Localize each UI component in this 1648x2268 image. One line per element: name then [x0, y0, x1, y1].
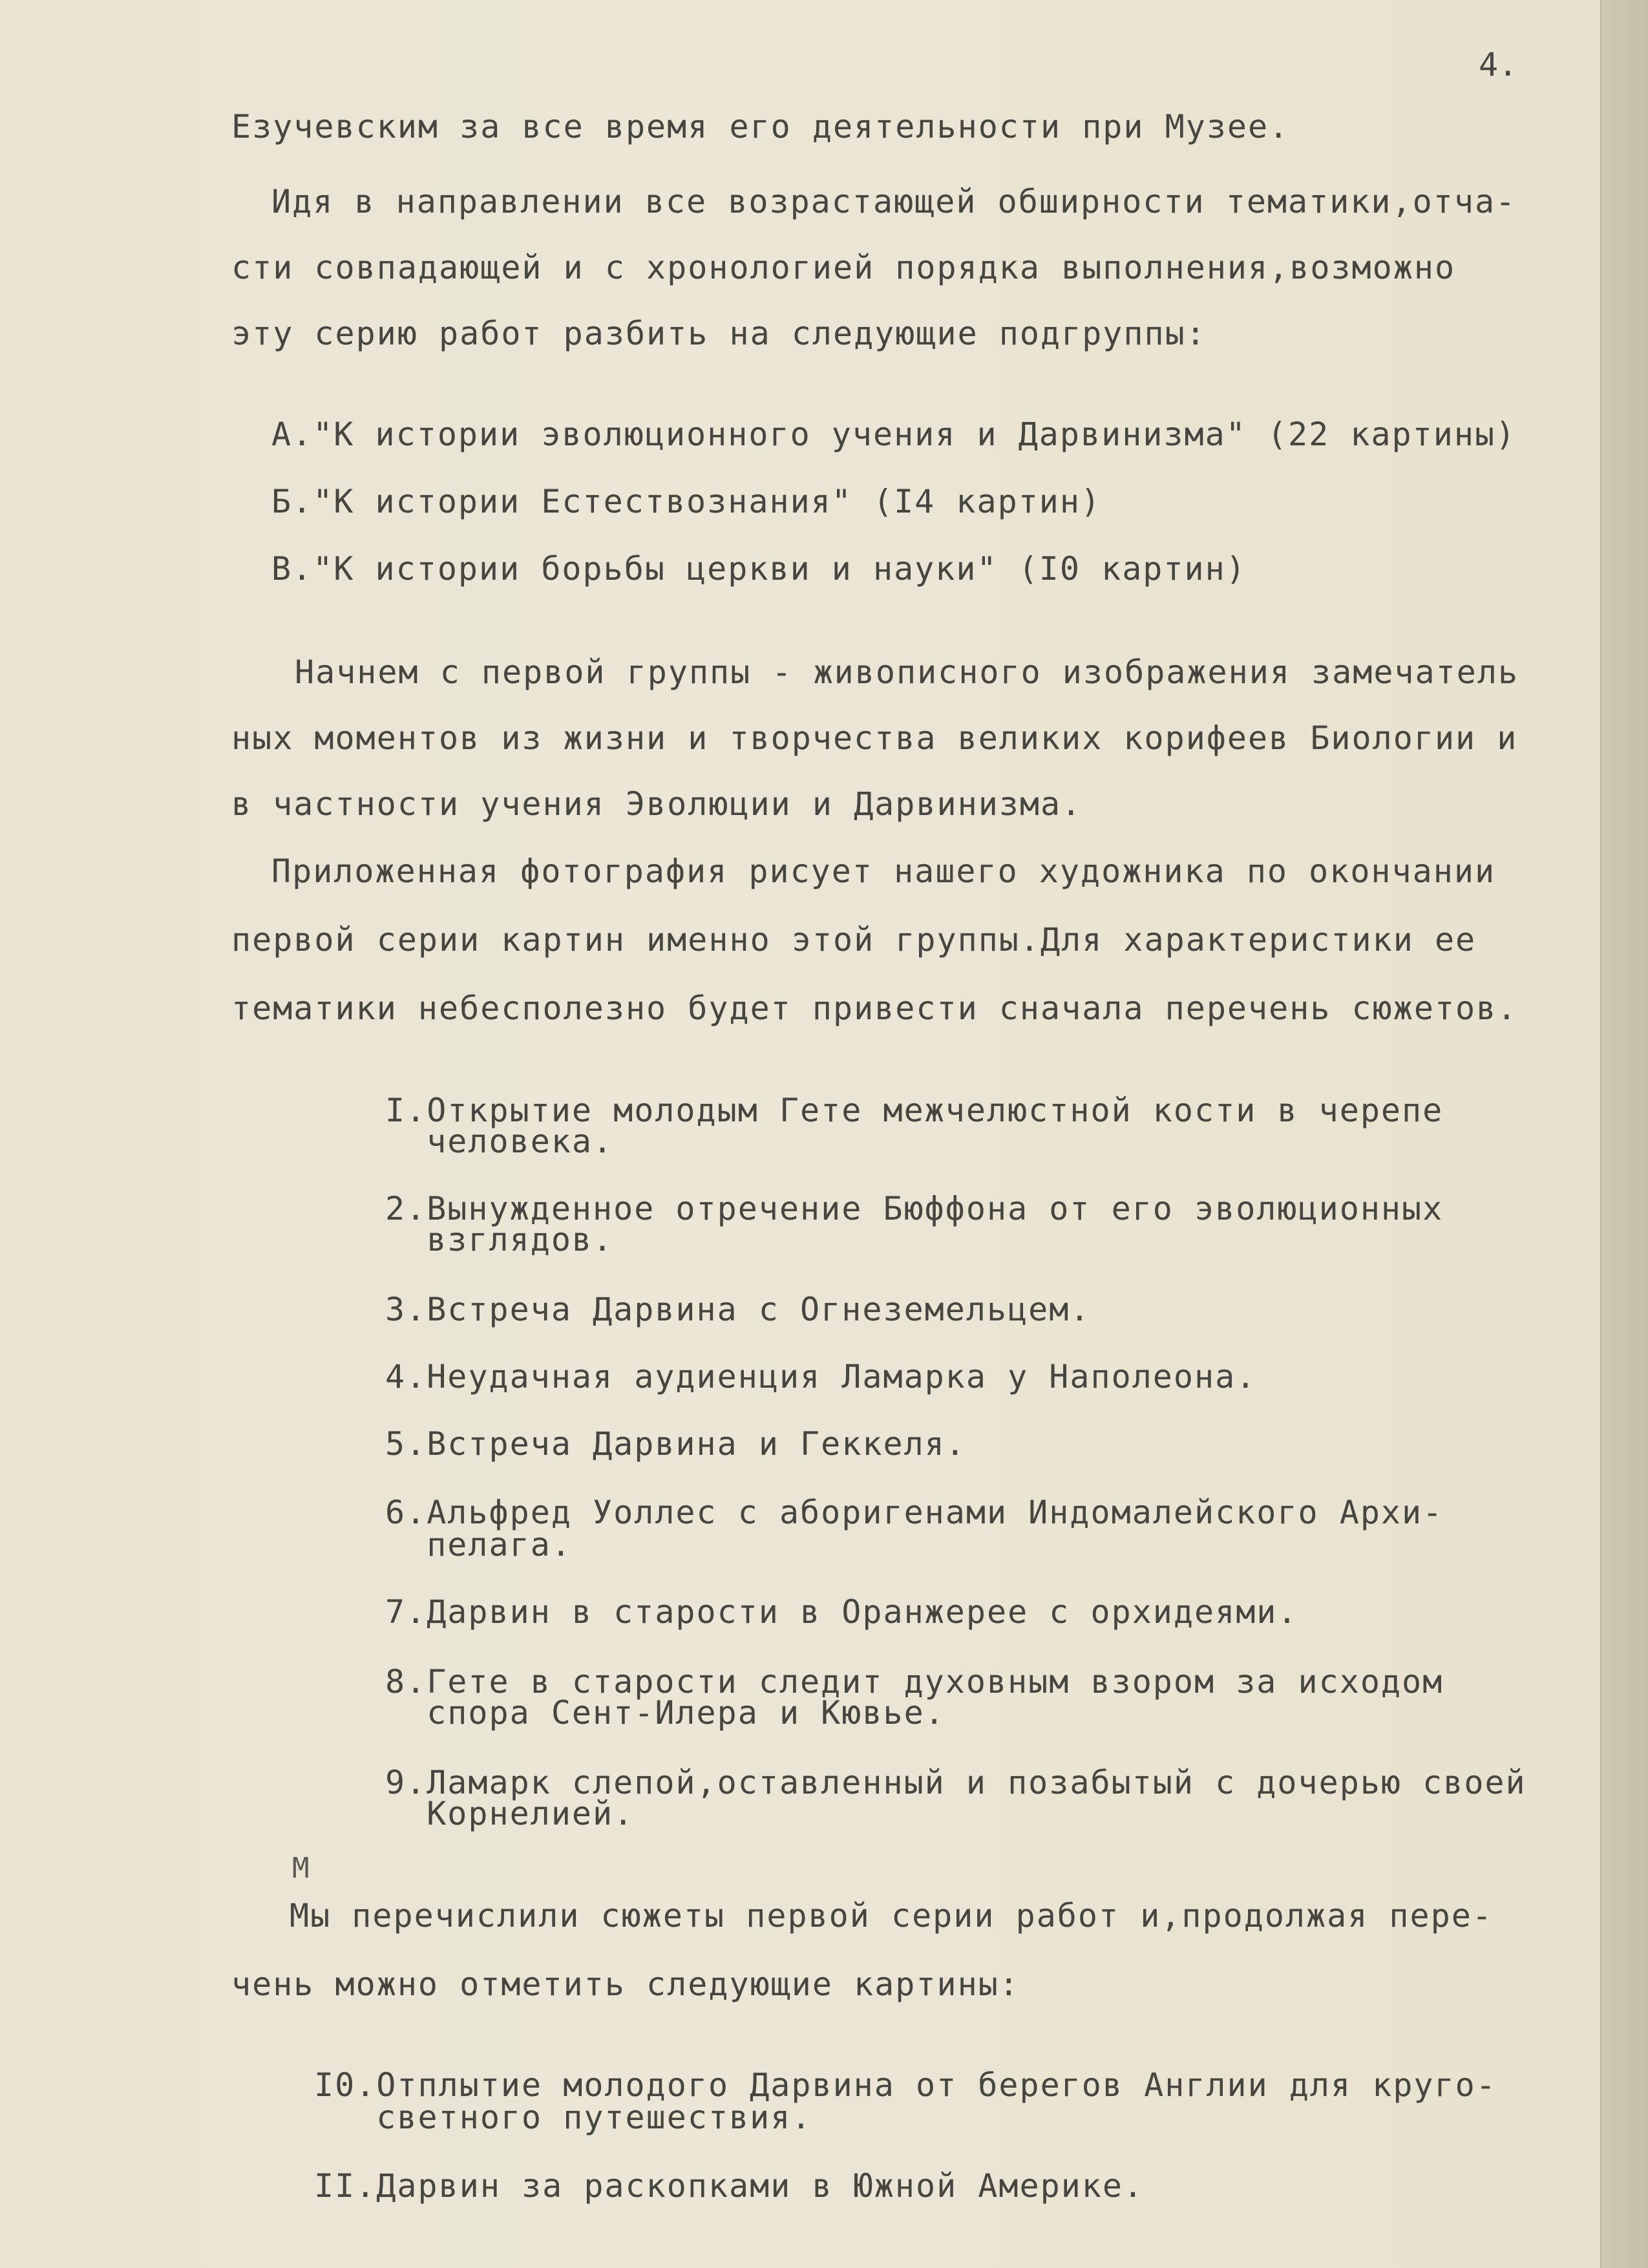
paragraph-line: в частности учения Эволюции и Дарвинизма.	[231, 785, 1083, 823]
list-item: 2.Вынужденное отречение Бюффона от его эволюционных	[385, 1190, 1444, 1227]
list-item: 9.Ламарк слепой,оставленный и позабытый с дочерью своей	[385, 1764, 1527, 1801]
list-item-continuation: человека.	[385, 1123, 614, 1160]
list-item: 7.Дарвин в старости в Оранжерее с орхидеями.	[385, 1593, 1298, 1631]
list-item: I0.Отплытие молодого Дарвина от берегов Англии для круго-	[314, 2066, 1497, 2104]
paragraph-line: Идя в направлении все возрастающей обширности тематики,отча-	[271, 183, 1517, 220]
list-item: 6.Альфред Уоллес с аборигенами Индомалейского Архи-	[385, 1494, 1444, 1531]
paragraph-line: первой серии картин именно этой группы.Для характеристики ее	[231, 921, 1477, 959]
list-item: 8.Гете в старости следит духовным взором за исходом	[385, 1663, 1444, 1701]
paragraph-line: чень можно отметить следующие картины:	[231, 1966, 1020, 2003]
list-item: 3.Встреча Дарвина с Огнеземельцем.	[385, 1291, 1091, 1328]
paragraph-line: тематики небесполезно будет привести сначала перечень сюжетов.	[231, 990, 1518, 1027]
paragraph-line: Начнем с первой группы - живописного изображения замечатель	[295, 653, 1519, 691]
paragraph-line: ных моментов из жизни и творчества великих корифеев Биологии и	[231, 719, 1518, 757]
subgroup-item: Б."К истории Естествознания" (I4 картин)	[271, 483, 1102, 520]
paragraph-line: сти совпадающей и с хронологией порядка выполнения,возможно	[231, 249, 1456, 286]
paragraph-line: Приложенная фотография рисует нашего художника по окончании	[271, 853, 1496, 890]
list-item: 5.Встреча Дарвина и Геккеля.	[385, 1425, 966, 1463]
page-number: 4.	[1479, 46, 1518, 83]
list-item-continuation: спора Сент-Илера и Кювье.	[385, 1694, 945, 1732]
paragraph-line: Езучевским за все время его деятельности при Музее.	[231, 108, 1290, 145]
handwritten-annotation: М	[292, 1852, 310, 1885]
list-item-continuation: светного путешествия.	[314, 2099, 812, 2136]
list-item-continuation: взглядов.	[385, 1221, 614, 1258]
subgroup-item: В."К истории борьбы церкви и науки" (I0 картин)	[271, 550, 1247, 588]
list-item: II.Дарвин за раскопками в Южной Америке.	[314, 2167, 1145, 2205]
list-item-continuation: пелага.	[385, 1526, 572, 1563]
list-item: 4.Неудачная аудиенция Ламарка у Наполеона.	[385, 1358, 1257, 1395]
paragraph-line: эту серию работ разбить на следующие подгруппы:	[231, 315, 1207, 352]
list-item-continuation: Корнелией.	[385, 1795, 635, 1832]
page-edge-strip	[1601, 0, 1648, 2268]
list-item: I.Открытие молодым Гете межчелюстной кости в черепе	[385, 1092, 1444, 1129]
subgroup-item: А."К истории эволюционного учения и Дарвинизма" (22 картины)	[271, 416, 1517, 453]
paragraph-line: Мы перечислили сюжеты первой серии работ и,продолжая пере-	[290, 1897, 1493, 1934]
